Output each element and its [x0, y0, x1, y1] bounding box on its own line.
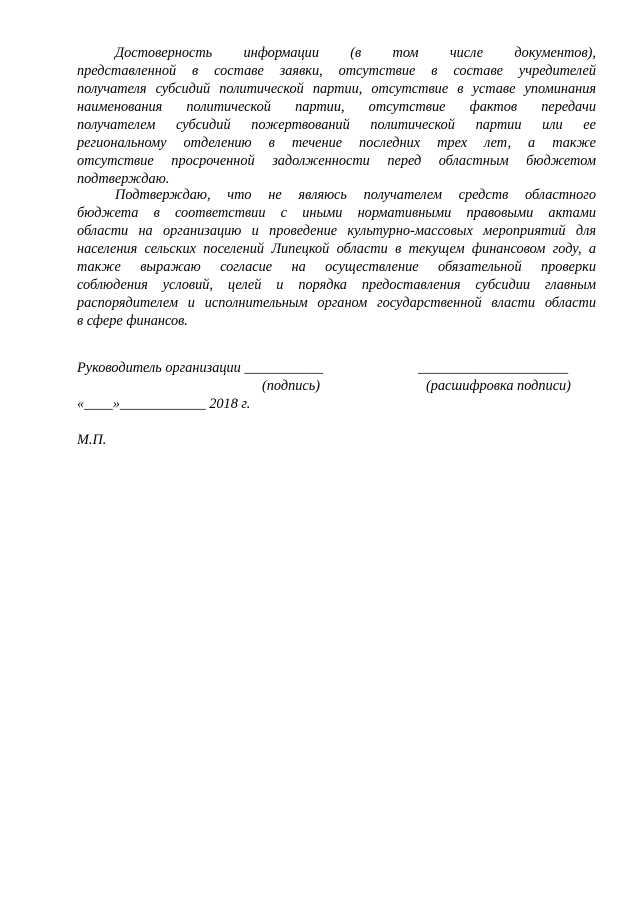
paragraph-line: подтверждаю.	[77, 171, 170, 187]
paragraph-line: наименования политической партии, отсутствие фактов передачи	[77, 99, 596, 115]
paragraph-line: соблюдения условий, целей и порядка предоставления субсидии главным	[77, 277, 596, 293]
paragraph-line: населения сельских поселений Липецкой области в текущем финансовом году, а	[77, 241, 596, 257]
paragraph-line: региональному отделению в течение последних трех лет, а также	[77, 135, 596, 151]
paragraph-line: получателя субсидий политической партии, отсутствие в уставе упоминания	[77, 81, 596, 97]
paragraph-line: Достоверность информации (в том числе документов),	[115, 45, 596, 61]
paragraph-line: распорядителем и исполнительным органом государственной власти области	[77, 295, 596, 311]
paragraph-line: также выражаю согласие на осуществление обязательной проверки	[77, 259, 596, 275]
signature-decode-line: _____________________	[418, 360, 569, 376]
paragraph-line: Подтверждаю, что не являюсь получателем средств областного	[115, 187, 596, 203]
paragraph-line: бюджета в соответствии с иными нормативными правовыми актами	[77, 205, 596, 221]
paragraph-line: отсутствие просроченной задолженности перед областным бюджетом	[77, 153, 596, 169]
paragraph-line: области на организацию и проведение культурно-массовых мероприятий для	[77, 223, 596, 239]
paragraph-line: представленной в составе заявки, отсутствие в составе учредителей	[77, 63, 596, 79]
signature-caption: (подпись)	[262, 378, 321, 394]
paragraph-line: получателем субсидий пожертвований политической партии или ее	[77, 117, 596, 133]
date-line: «____»____________ 2018 г.	[77, 396, 251, 412]
paragraph-confirmation-not-recipient	[77, 186, 596, 330]
signature-decode-caption: (расшифровка подписи)	[426, 378, 571, 394]
paragraph-line: в сфере финансов.	[77, 313, 188, 329]
head-signature-label: Руководитель организации ___________	[77, 360, 323, 376]
paragraph-confirmation-info	[77, 44, 596, 188]
stamp-place-label: М.П.	[77, 432, 107, 448]
